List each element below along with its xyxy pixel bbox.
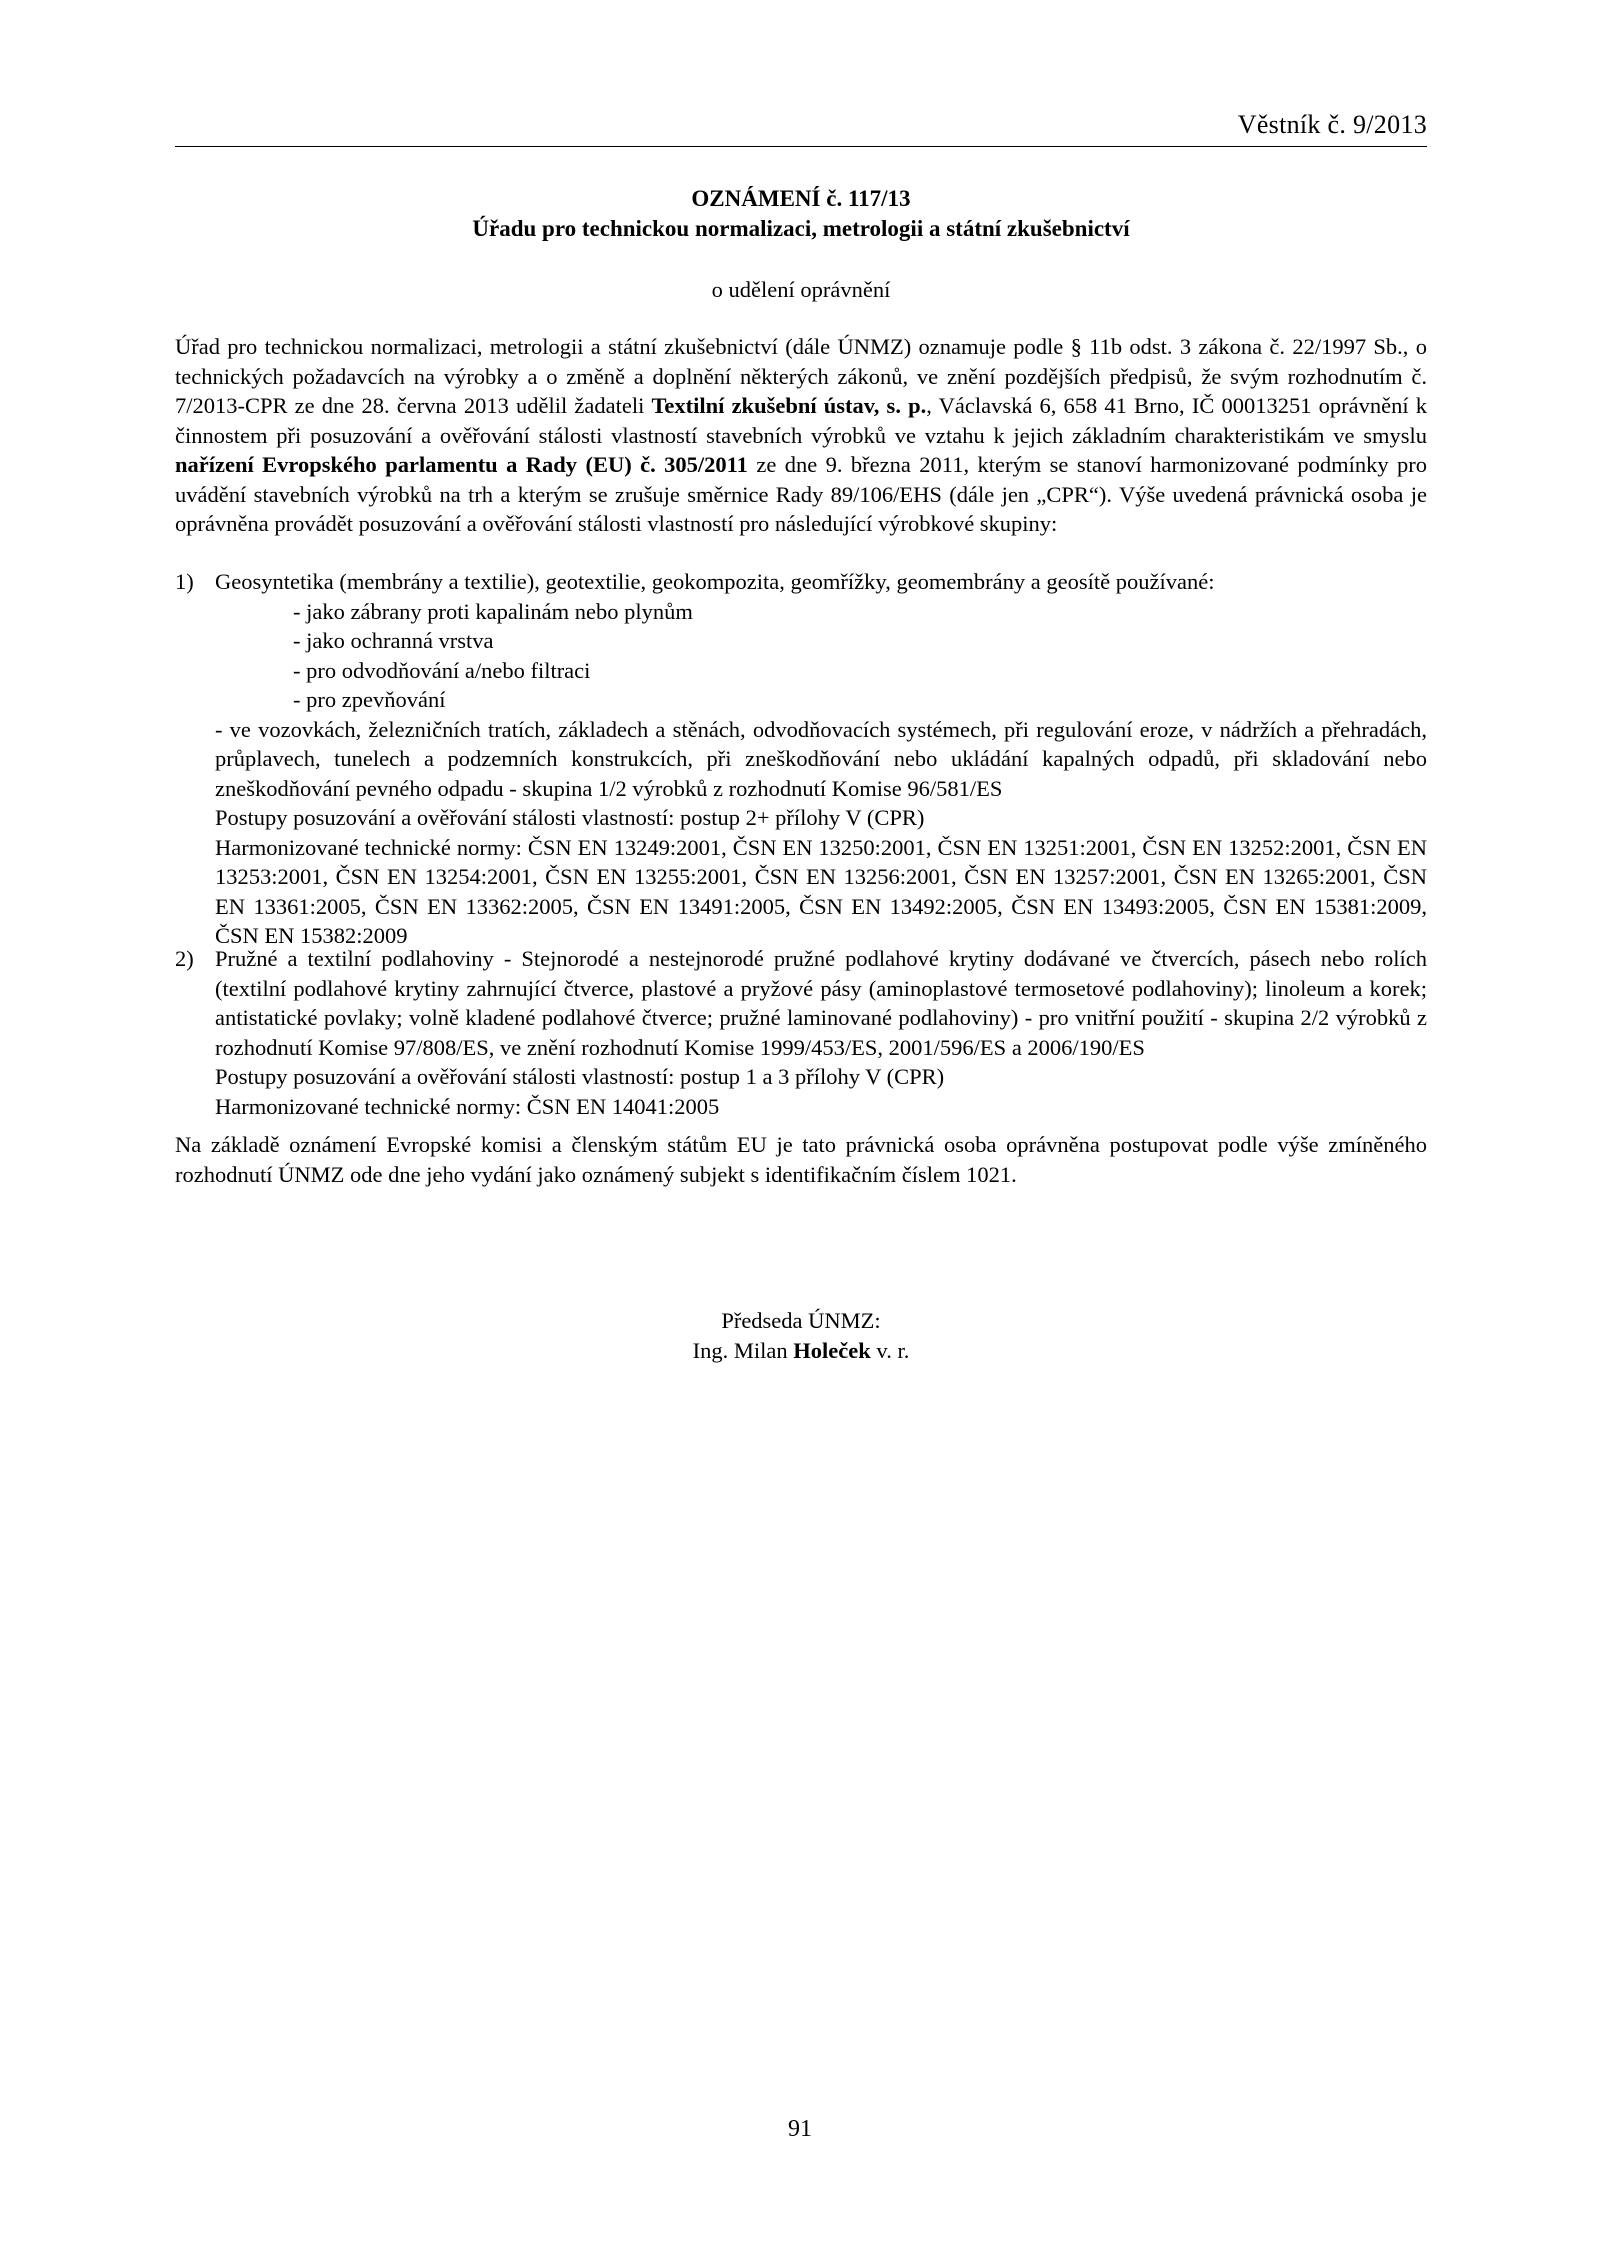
use-item: - jako zábrany proti kapalinám nebo plynům bbox=[293, 598, 693, 624]
notice-title: OZNÁMENÍ č. 117/13 bbox=[691, 186, 911, 211]
signature-block bbox=[175, 1306, 1427, 1366]
page-number: 91 bbox=[788, 2116, 812, 2142]
item-standards: Harmonizované technické normy: ČSN EN 14041:2005 bbox=[215, 1093, 720, 1119]
signatory-role: Předseda ÚNMZ: bbox=[721, 1308, 881, 1333]
item-number: 2) bbox=[175, 946, 194, 971]
item-procedures: Postupy posuzování a ověřování stálosti vlastností: postup 1 a 3 přílohy V (CPR) bbox=[215, 1064, 945, 1089]
item-heading: Pružné a textilní podlahoviny - Stejnorodé a nestejnorodé pružné podlahové krytiny dodávané ve čtvercích, pásech nebo rolích (textilní podlahové krytiny zahrnující čtverce, plastové a pryžové pásy (aminoplastové termosetové podlahoviny); linoleum a korek; antistatické povlaky; volně kladené podlahové čtverce; pružné laminované podlahoviny) - pro vnitřní použití - skupina 2/2 výrobků z rozhodnutí Komise 97/808/ES, ve znění rozhodnutí Komise 1999/453/ES, 2001/596/ES a 2006/190/ES bbox=[215, 946, 1427, 1060]
item-procedures: Postupy posuzování a ověřování stálosti vlastností: postup 2+ přílohy V (CPR) bbox=[215, 805, 925, 830]
item-number: 1) bbox=[175, 569, 194, 594]
use-list bbox=[215, 597, 1427, 715]
closing-paragraph: Na základě oznámení Evropské komisi a členským státům EU je tato právnická osoba oprávněna postupovat podle výše zmíněného rozhodnutí ÚNMZ ode dne jeho vydání jako oznámený subjekt s identifikačním číslem 1021. bbox=[175, 1132, 1427, 1187]
intro-paragraph bbox=[175, 332, 1427, 539]
signatory-name bbox=[175, 1336, 1427, 1366]
regulation-name: nařízení Evropského parlamentu a Rady (EU) č. 305/2011 bbox=[175, 452, 748, 477]
signatory-surname: Holeček bbox=[793, 1338, 871, 1363]
item-heading: Geosyntetika (membrány a textilie), geotextilie, geokompozita, geomřížky, geomembrány a geosítě používané: bbox=[215, 569, 1215, 594]
intro-text-2: , Václavská 6, 658 41 Brno, IČ 00013251 oprávnění k činnostem při posuzování a ověřování stálosti vlastností stavebních výrobků ve vztahu k jejich základním charakteristikám ve smyslu bbox=[175, 393, 1428, 448]
notice-subject: o udělení oprávnění bbox=[711, 277, 891, 302]
item-standards: Harmonizované technické normy: ČSN EN 13249:2001, ČSN EN 13250:2001, ČSN EN 13251:2001, ČSN EN 13252:2001, ČSN EN 13253:2001, ČSN EN 13254:2001, ČSN EN 13255:2001, ČSN EN 13256:2001, ČSN EN 13257:2001, ČSN EN 13265:2001, ČSN EN 13361:2005, ČSN EN 13362:2005, ČSN EN 13491:2005, ČSN EN 13492:2005, ČSN EN 13493:2005, ČSN EN 15381:2009, ČSN EN 15382:2009 bbox=[215, 834, 1427, 948]
signatory-name-prefix: Ing. Milan bbox=[692, 1338, 794, 1363]
issuing-authority: Úřadu pro technickou normalizaci, metrologii a státní zkušebnictví bbox=[472, 216, 1130, 241]
intro-text-3: ze dne 9. března 2011, kterým se stanoví harmonizované podmínky pro uvádění stavebních výrobků na trh a kterým se zrušuje směrnice Rady 89/106/EHS (dále jen „CPR“). Výše uvedená právnická osoba je oprávněna provádět posuzování a ověřování stálosti vlastností pro následující výrobkové skupiny: bbox=[175, 452, 1428, 536]
running-header bbox=[175, 106, 1427, 147]
use-item: - pro odvodňování a/nebo filtraci bbox=[293, 657, 591, 683]
intro-text-1: Úřad pro technickou normalizaci, metrologii a státní zkušebnictví (dále ÚNMZ) oznamuje podle § 11b odst. 3 zákona č. 22/1997 Sb., o technických požadavcích na výrobky a o změně a doplnění některých zákonů, ve znění pozdějších předpisů, že svým rozhodnutím č. 7/2013-CPR ze dne 28. června 2013 udělil žadateli bbox=[175, 334, 1427, 418]
use-item: - pro zpevňování bbox=[293, 687, 446, 712]
applicant-name: Textilní zkušební ústav, s. p. bbox=[651, 393, 927, 418]
item-body bbox=[215, 567, 1427, 951]
signatory-suffix: v. r. bbox=[870, 1338, 910, 1363]
item-body bbox=[215, 944, 1427, 1121]
item-scope: - ve vozovkách, železničních tratích, základech a stěnách, odvodňovacích systémech, při regulování eroze, v nádržích a přehradách, průplavech, tunelech a podzemních konstrukcích, při zneškodňování nebo ukládání kapalných odpadů, při skladování nebo zneškodňování pevného odpadu - skupina 1/2 výrobků z rozhodnutí Komise 96/581/ES bbox=[215, 716, 1427, 801]
journal-issue: Věstník č. 9/2013 bbox=[1237, 110, 1427, 139]
use-item: - jako ochranná vrstva bbox=[293, 628, 494, 653]
